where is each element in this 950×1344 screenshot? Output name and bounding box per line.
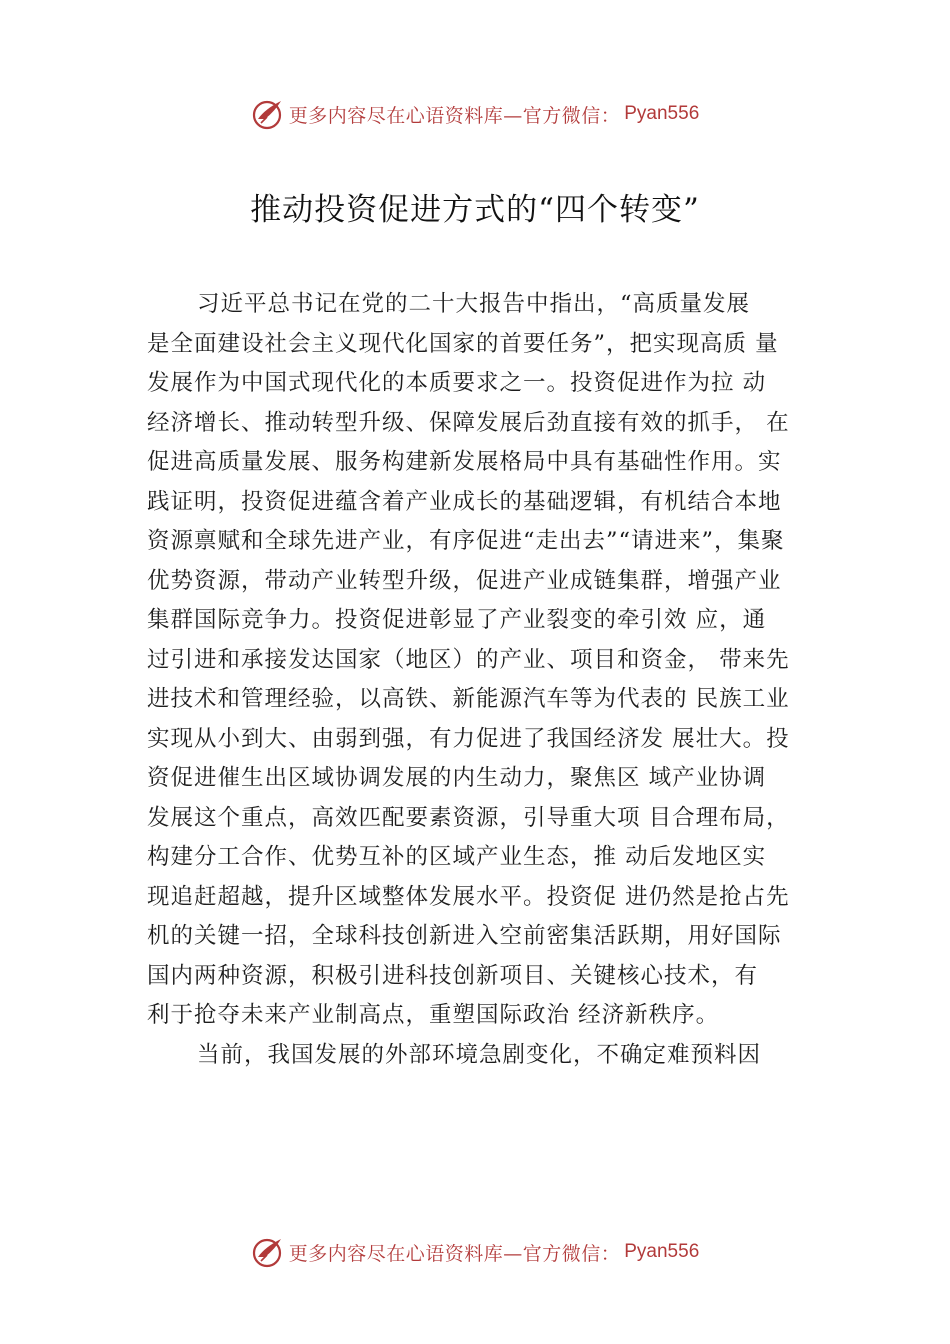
body-line: 发展作为中国式现代化的本质要求之一。投资促进作为拉 动 xyxy=(147,370,767,396)
body-line: 集群国际竞争力。投资促进彰显了产业裂变的牵引效 应，通 xyxy=(147,607,767,633)
body-line: 当前，我国发展的外部环境急剧变化，不确定难预料因 xyxy=(197,1041,762,1068)
header-watermark-banner xyxy=(0,94,950,134)
body-line: 优势资源，带动产业转型升级，促进产业成链集群，增强产业 xyxy=(147,567,782,594)
body-line: 实现从小到大、由弱到强，有力促进了我国经济发 展壮大。投 xyxy=(147,725,790,752)
body-line: 发展这个重点，高效匹配要素资源，引导重大项 目合理布局， xyxy=(147,804,790,831)
document-title: 推动投资促进方式的“四个转变” xyxy=(250,192,700,228)
watermark-wechat-id: Pyan556 xyxy=(624,1241,700,1262)
body-line: 经济增长、推动转型升级、保障发展后劲直接有效的抓手， 在 xyxy=(147,409,790,436)
body-line: 利于抢夺未来产业制高点，重塑国际政治 经济新秩序。 xyxy=(147,1002,720,1028)
footer-watermark-banner xyxy=(0,1232,950,1272)
watermark-text: 更多内容尽在心语资料库—官方微信： xyxy=(288,104,621,127)
body-line: 促进高质量发展、服务构建新发展格局中具有基础性作用。实 xyxy=(147,449,782,475)
body-line: 构建分工合作、优势互补的区域产业生态，推 动后发地区实 xyxy=(147,844,767,870)
body-line: 国内两种资源，积极引进科技创新项目、关键核心技术，有 xyxy=(147,962,759,989)
watermark-text: 更多内容尽在心语资料库—官方微信： xyxy=(288,1242,621,1265)
body-line: 是全面建设社会主义现代化国家的首要任务”，把实现高质 量 xyxy=(147,330,779,357)
body-line: 资源禀赋和全球先进产业，有序促进“走出去”“请进来”，集聚 xyxy=(147,528,785,554)
body-line: 机的关键一招，全球科技创新进入空前密集活跃期，用好国际 xyxy=(147,923,782,949)
body-line: 过引进和承接发达国家（地区）的产业、项目和资金， 带来先 xyxy=(147,646,790,673)
body-line: 进技术和管理经验，以高铁、新能源汽车等为代表的 民族工业 xyxy=(147,686,790,712)
body-line: 习近平总书记在党的二十大报告中指出，“高质量发展 xyxy=(197,291,751,317)
watermark-wechat-id: Pyan556 xyxy=(624,103,700,124)
quill-logo-icon xyxy=(251,97,285,131)
body-line: 践证明，投资促进蕴含着产业成长的基础逻辑，有机结合本地 xyxy=(147,488,782,515)
body-line: 资促进催生出区域协调发展的内生动力，聚焦区 域产业协调 xyxy=(147,765,767,791)
body-line: 现追赶超越，提升区域整体发展水平。投资促 进仍然是抢占先 xyxy=(147,883,790,910)
document-body xyxy=(147,285,831,1075)
quill-logo-icon xyxy=(251,1235,285,1269)
